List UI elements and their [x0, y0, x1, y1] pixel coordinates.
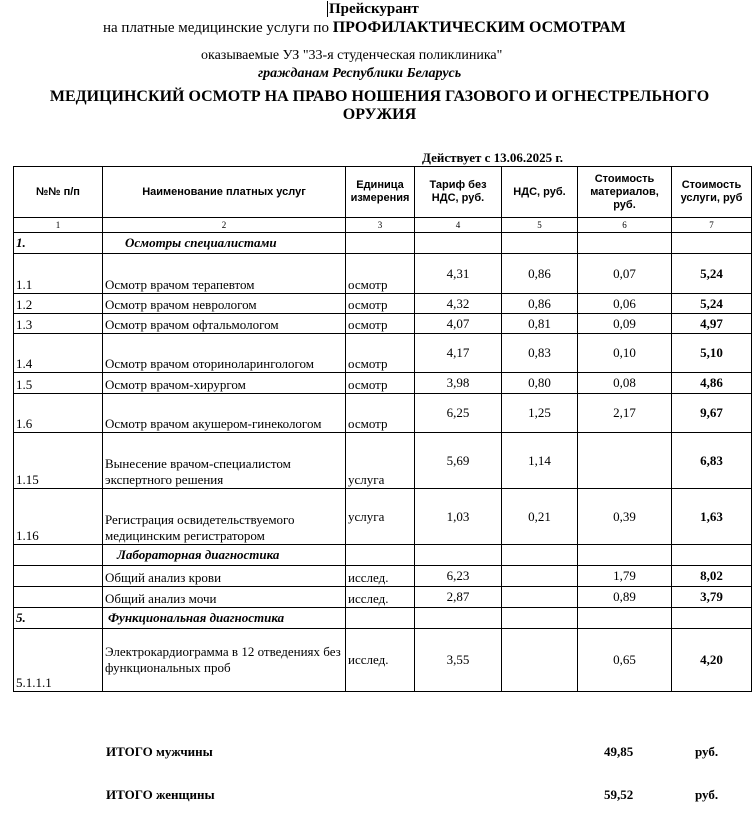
provider-line: оказываемые УЗ "33-я студенческая поликлиника": [201, 48, 503, 63]
row-name: Общий анализ мочи: [103, 587, 346, 608]
table-row: [14, 566, 752, 587]
table-row: [14, 373, 752, 394]
row-materials: 0,09: [578, 314, 672, 334]
row-vat: 0,80: [502, 373, 578, 394]
row-materials: 1,79: [578, 566, 672, 587]
row-total: 8,02: [672, 566, 752, 587]
row-total: 1,63: [672, 489, 752, 545]
row-materials: [578, 433, 672, 489]
row-tariff: 1,03: [415, 489, 502, 545]
row-materials: 0,07: [578, 254, 672, 294]
col-header-num: №№ п/п: [14, 167, 103, 218]
row-num: [14, 587, 103, 608]
table-row: [14, 394, 752, 433]
row-vat: [502, 629, 578, 692]
row-num: 1.3: [14, 314, 103, 334]
row-tariff: 6,25: [415, 394, 502, 433]
row-total: 5,10: [672, 334, 752, 373]
row-tariff: 4,31: [415, 254, 502, 294]
row-name: Электрокардиограмма в 12 отведениях без функциональных проб: [103, 629, 346, 692]
row-materials: 0,06: [578, 294, 672, 314]
subtitle-bold: ПРОФИЛАКТИЧЕСКИМ ОСМОТРАМ: [332, 19, 626, 36]
table-row: [14, 294, 752, 314]
col-header-name: Наименование платных услуг: [103, 167, 346, 218]
row-tariff: 5,69: [415, 433, 502, 489]
col-header-total: Стоимость услуги, руб: [672, 167, 752, 218]
row-vat: 0,83: [502, 334, 578, 373]
row-name: Осмотр врачом офтальмологом: [103, 314, 346, 334]
row-vat: 1,25: [502, 394, 578, 433]
row-unit: услуга: [346, 433, 415, 489]
col-header-unit: Единица измерения: [346, 167, 415, 218]
section-row: [14, 233, 752, 254]
section-num: [14, 545, 103, 566]
row-tariff: 4,32: [415, 294, 502, 314]
row-unit: услуга: [346, 489, 415, 545]
row-tariff: 6,23: [415, 566, 502, 587]
row-materials: 0,65: [578, 629, 672, 692]
total-women-currency: руб.: [695, 787, 719, 802]
total-men-currency: руб.: [695, 744, 719, 759]
row-name: Вынесение врачом-специалистом экспертного решения: [103, 433, 346, 489]
section-num: 1.: [14, 233, 103, 254]
row-vat: [502, 587, 578, 608]
row-vat: 0,81: [502, 314, 578, 334]
col-index: 2: [103, 218, 346, 233]
table-row: [14, 587, 752, 608]
row-num: 5.1.1.1: [14, 629, 103, 692]
total-women-label: ИТОГО женщины: [106, 787, 215, 802]
col-index: 7: [672, 218, 752, 233]
section-row: [14, 545, 752, 566]
total-men-value: 49,85: [604, 744, 634, 759]
row-materials: 2,17: [578, 394, 672, 433]
row-name: Общий анализ крови: [103, 566, 346, 587]
row-tariff: 4,17: [415, 334, 502, 373]
row-vat: 0,21: [502, 489, 578, 545]
row-total: 4,20: [672, 629, 752, 692]
row-total: 9,67: [672, 394, 752, 433]
row-materials: 0,89: [578, 587, 672, 608]
row-tariff: 4,07: [415, 314, 502, 334]
row-tariff: 3,55: [415, 629, 502, 692]
col-header-vat: НДС, руб.: [502, 167, 578, 218]
row-total: 6,83: [672, 433, 752, 489]
row-materials: 0,08: [578, 373, 672, 394]
col-index: 3: [346, 218, 415, 233]
row-unit: осмотр: [346, 294, 415, 314]
row-name: Осмотр врачом акушером-гинекологом: [103, 394, 346, 433]
section-row: [14, 608, 752, 629]
row-name: Осмотр врачом оториноларингологом: [103, 334, 346, 373]
table-header-row: [14, 167, 752, 218]
row-vat: 1,14: [502, 433, 578, 489]
row-unit: исслед.: [346, 566, 415, 587]
row-num: 1.1: [14, 254, 103, 294]
col-index: 4: [415, 218, 502, 233]
row-unit: исслед.: [346, 587, 415, 608]
table-row: [14, 489, 752, 545]
row-num: [14, 566, 103, 587]
row-total: 4,97: [672, 314, 752, 334]
section-name: Осмотры специалистами: [103, 233, 346, 254]
table-row: [14, 629, 752, 692]
col-header-tariff: Тариф без НДС, руб.: [415, 167, 502, 218]
document-title: Прейскурант: [329, 1, 419, 17]
row-vat: 0,86: [502, 254, 578, 294]
audience-line: гражданам Республики Беларусь: [258, 66, 462, 81]
row-total: 5,24: [672, 294, 752, 314]
row-num: 1.5: [14, 373, 103, 394]
row-unit: осмотр: [346, 394, 415, 433]
table-row: [14, 334, 752, 373]
row-num: 1.15: [14, 433, 103, 489]
row-num: 1.4: [14, 334, 103, 373]
row-tariff: 3,98: [415, 373, 502, 394]
row-num: 1.6: [14, 394, 103, 433]
col-header-materials: Стоимость материалов, руб.: [578, 167, 672, 218]
row-materials: 0,39: [578, 489, 672, 545]
section-name: Лабораторная диагностика: [103, 545, 346, 566]
col-index: 5: [502, 218, 578, 233]
row-unit: осмотр: [346, 334, 415, 373]
row-vat: 0,86: [502, 294, 578, 314]
price-table: [13, 166, 752, 692]
effective-date: Действует с 13.06.2025 г.: [422, 150, 564, 165]
section-num: 5.: [14, 608, 103, 629]
row-total: 5,24: [672, 254, 752, 294]
row-name: Осмотр врачом терапевтом: [103, 254, 346, 294]
row-name: Регистрация освидетельствуемого медицинским регистратором: [103, 489, 346, 545]
section-name: Функциональная диагностика: [103, 608, 346, 629]
row-unit: осмотр: [346, 373, 415, 394]
row-materials: 0,10: [578, 334, 672, 373]
row-unit: осмотр: [346, 254, 415, 294]
total-women-value: 59,52: [604, 787, 634, 802]
row-name: Осмотр врачом неврологом: [103, 294, 346, 314]
table-row: [14, 433, 752, 489]
table-row: [14, 254, 752, 294]
row-unit: осмотр: [346, 314, 415, 334]
row-total: 3,79: [672, 587, 752, 608]
column-index-row: [14, 218, 752, 233]
row-num: 1.16: [14, 489, 103, 545]
table-row: [14, 314, 752, 334]
col-index: 6: [578, 218, 672, 233]
row-tariff: 2,87: [415, 587, 502, 608]
row-unit: исслед.: [346, 629, 415, 692]
subtitle-line: на платные медицинские услуги по ПРОФИЛАКТИЧЕСКИМ ОСМОТРАМ: [103, 19, 626, 36]
row-num: 1.2: [14, 294, 103, 314]
row-vat: [502, 566, 578, 587]
row-total: 4,86: [672, 373, 752, 394]
exam-heading: МЕДИЦИНСКИЙ ОСМОТР НА ПРАВО НОШЕНИЯ ГАЗОВОГО И ОГНЕСТРЕЛЬНОГО ОРУЖИЯ: [49, 88, 710, 123]
total-men-label: ИТОГО мужчины: [106, 744, 213, 759]
col-index: 1: [14, 218, 103, 233]
row-name: Осмотр врачом-хирургом: [103, 373, 346, 394]
